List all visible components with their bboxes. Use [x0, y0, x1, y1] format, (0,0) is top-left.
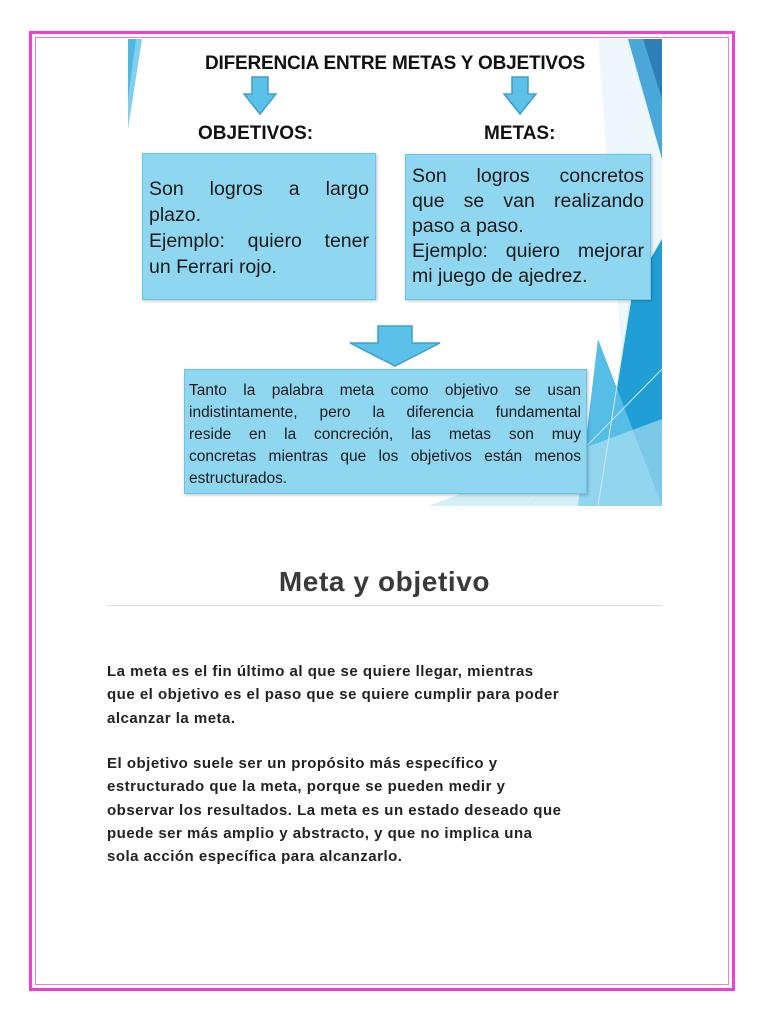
objetivos-box	[142, 153, 376, 300]
arrow-down-icon	[242, 76, 278, 116]
arrow-down-icon	[502, 76, 538, 116]
paragraph-line: El objetivo suele ser un propósito más específico y	[107, 755, 498, 772]
metas-text-line: Son logros concretos	[412, 165, 644, 187]
metas-text-line: paso a paso.	[412, 215, 524, 237]
arrow-down-icon	[348, 325, 442, 367]
summary-text-line: concretas mientras que los objetivos están menos	[189, 448, 581, 465]
article-title: Meta y objetivo	[278, 566, 491, 597]
paragraph-line: que el objetivo es el paso que se quiere cumplir para poder	[107, 686, 560, 704]
objetivos-text-line: Son logros a largo	[149, 178, 369, 200]
objetivos-text-line: Ejemplo: quiero tener	[149, 230, 369, 252]
objetivos-text-line: plazo.	[149, 204, 202, 226]
infographic-title: DIFERENCIA ENTRE METAS Y OBJETIVOS	[205, 53, 585, 74]
title-divider	[107, 605, 662, 606]
metas-box	[405, 154, 651, 300]
objetivos-heading: OBJETIVOS:	[198, 123, 314, 144]
summary-text-line: indistintamente, pero la diferencia fundamental	[189, 404, 581, 421]
paragraph-line: sola acción específica para alcanzarlo.	[107, 848, 403, 866]
paragraph-line: alcanzar la meta.	[107, 709, 236, 727]
objetivos-text-line: un Ferrari rojo.	[149, 256, 277, 278]
paragraph-1	[107, 660, 667, 730]
summary-text-line: reside en la concreción, las metas son muy	[189, 426, 581, 443]
summary-text-line: Tanto la palabra meta como objetivo se usan	[189, 382, 581, 399]
paragraph-line: La meta es el fin último al que se quiere llegar, mientras	[107, 663, 534, 680]
summary-box	[184, 369, 587, 494]
infographic	[128, 39, 662, 506]
metas-heading: METAS:	[484, 123, 556, 144]
paragraph-line: estructurado que la meta, porque se pueden medir y	[107, 778, 506, 796]
paragraph-2	[107, 752, 667, 868]
metas-text-line: que se van realizando	[412, 190, 644, 212]
metas-text-line: Ejemplo: quiero mejorar	[412, 240, 644, 262]
metas-text-line: mi juego de ajedrez.	[412, 265, 588, 287]
summary-text-line: estructurados.	[189, 470, 288, 487]
paragraph-line: puede ser más amplio y abstracto, y que no implica una	[107, 824, 533, 842]
paragraph-line: observar los resultados. La meta es un estado deseado que	[107, 801, 562, 819]
